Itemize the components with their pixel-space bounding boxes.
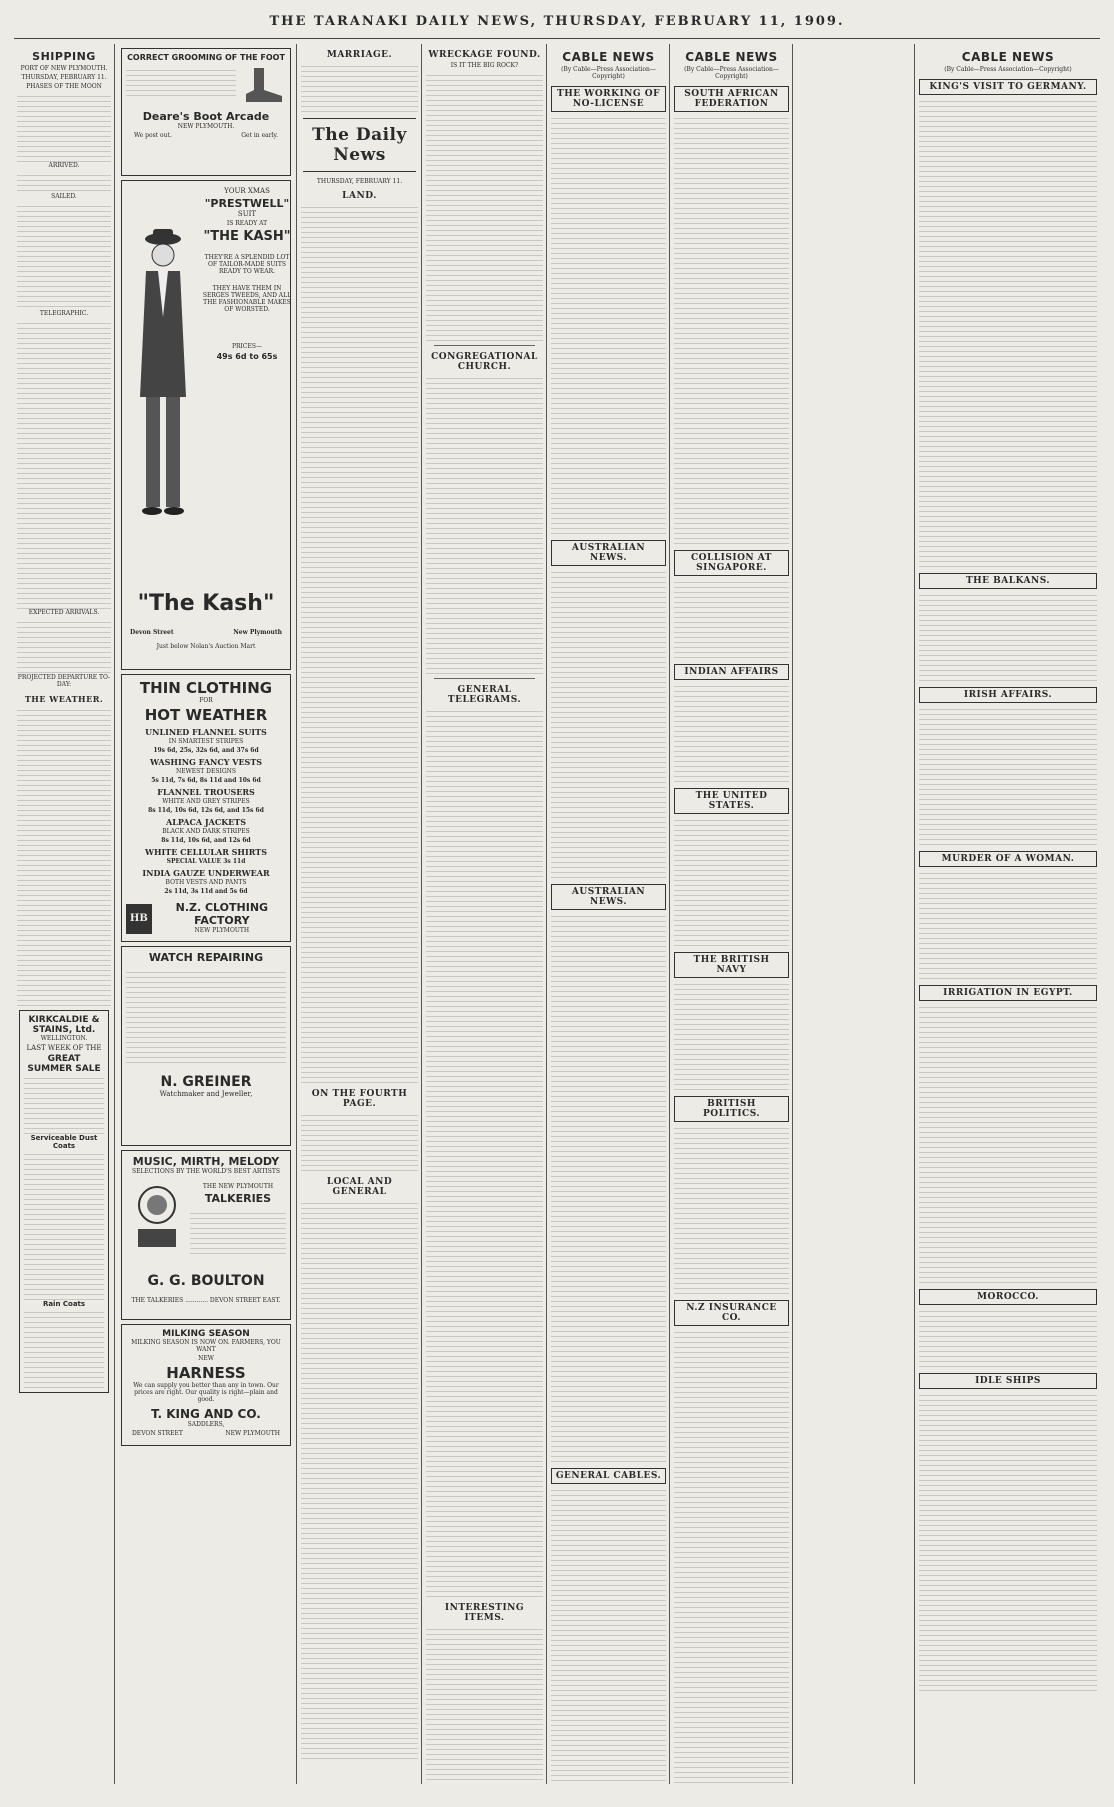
idle-ships-heading: IDLE SHIPS xyxy=(919,1373,1097,1389)
column-shipping xyxy=(14,44,114,1784)
clothing-item-price: 2s 11d, 3s 11d and 5s 6d xyxy=(164,888,248,895)
clothing-item-name: ALPACA JACKETS xyxy=(166,817,246,827)
kirkcaldie-title: KIRKCALDIE & STAINS, Ltd. xyxy=(28,1015,100,1035)
masthead-rule xyxy=(14,38,1100,39)
telegraphic-heading: TELEGRAPHIC. xyxy=(39,310,89,317)
sale-text xyxy=(24,1074,104,1134)
federation-text xyxy=(674,114,789,544)
column-rule xyxy=(114,44,115,1784)
no-license-heading: THE WORKING OF NO-LICENSE xyxy=(551,86,666,112)
british-politics-text xyxy=(674,1124,789,1294)
ready-text: IS READY AT xyxy=(226,220,268,227)
marriage-text xyxy=(301,62,418,112)
kash-title: "THE KASH" xyxy=(203,229,291,244)
murder-text xyxy=(919,869,1097,979)
projected-departure-heading: PROJECTED DEPARTURE TO-DAY: xyxy=(17,674,111,688)
expected-arrivals-text xyxy=(17,618,111,674)
nz-clothing-ad xyxy=(121,674,291,942)
column-cable-2 xyxy=(671,44,792,1784)
tking-title: T. KING AND CO. xyxy=(151,1407,261,1421)
prices-value: 49s 6d to 65s xyxy=(216,352,278,361)
hb-logo: HB xyxy=(126,904,152,934)
boulton-address: THE TALKERIES ............ DEVON STREET EAST. xyxy=(131,1297,281,1304)
kings-visit-heading: KING'S VISIT TO GERMANY. xyxy=(919,79,1097,95)
united-states-heading: THE UNITED STATES. xyxy=(674,788,789,814)
milking-text: MILKING SEASON IS NOW ON. FARMERS, YOU WANT xyxy=(131,1339,281,1353)
telegraphic-text xyxy=(17,319,111,609)
cable-news-credit: (By Cable—Press Association—Copyright) xyxy=(561,66,656,80)
expected-arrivals-heading: EXPECTED ARRIVALS. xyxy=(28,609,100,616)
rain-coats-text xyxy=(24,1308,104,1388)
land-editorial-text xyxy=(301,203,418,1083)
cable-news-credit-3: (By Cable—Press Association—Copyright) xyxy=(944,66,1072,73)
interesting-items-heading: INTERESTING ITEMS. xyxy=(444,1603,525,1623)
deare-post-text: We post out. xyxy=(134,132,172,139)
kash-town: New Plymouth xyxy=(233,629,282,636)
serges-text: THEY HAVE THEM IN SERGES TWEEDS, AND ALL THE FASHIONABLE MAKES OF WORSTED. xyxy=(202,285,292,313)
british-navy-text xyxy=(674,980,789,1090)
clothing-item-price: 8s 11d, 10s 6d, and 12s 6d xyxy=(161,837,251,844)
clothing-items-list xyxy=(126,727,286,895)
milking-title: MILKING SEASON xyxy=(162,1329,250,1339)
editorial-date: THURSDAY, FEBRUARY 11. xyxy=(316,178,403,185)
deare-early-text: Get in early. xyxy=(241,132,278,139)
column-rule xyxy=(914,44,915,1784)
saddlers-text: SADDLERS, xyxy=(187,1421,225,1428)
watchmaker-text: Watchmaker and Jeweller, xyxy=(159,1090,253,1098)
british-navy-heading: THE BRITISH NAVY xyxy=(674,952,789,978)
no-license-text xyxy=(551,114,666,534)
deare-location: NEW PLYMOUTH. xyxy=(177,123,235,130)
watch-repairing-title: WATCH REPAIRING xyxy=(148,951,264,964)
insurance-text xyxy=(674,1328,789,1784)
wreckage-text xyxy=(426,71,543,341)
clothing-item-name: INDIA GAUZE UNDERWEAR xyxy=(142,868,270,878)
collision-heading: COLLISION AT SINGAPORE. xyxy=(674,550,789,576)
moon-phases-heading: PHASES OF THE MOON xyxy=(26,83,102,90)
morocco-text xyxy=(919,1307,1097,1367)
column-rule xyxy=(296,44,297,1784)
marriage-heading: MARRIAGE. xyxy=(326,50,393,60)
boulton-title: G. G. BOULTON xyxy=(147,1273,265,1289)
talkeries-text xyxy=(190,1209,286,1255)
tking-town: NEW PLYMOUTH xyxy=(225,1430,280,1437)
hot-weather-title: HOT WEATHER xyxy=(144,706,268,724)
balkans-text xyxy=(919,591,1097,681)
suited-man-illustration xyxy=(128,227,198,527)
clothing-item-desc: BOTH VESTS AND PANTS xyxy=(165,879,247,886)
sailed-heading: SAILED. xyxy=(51,193,77,200)
irrigation-heading: IRRIGATION IN EGYPT. xyxy=(919,985,1097,1001)
deare-ad xyxy=(121,48,291,176)
united-states-text xyxy=(674,816,789,946)
clothing-item-price: 5s 11d, 7s 6d, 8s 11d and 10s 6d xyxy=(151,777,261,784)
tailor-text: THEY'RE A SPLENDID LOT OF TAILOR-MADE SUITS READY TO WEAR. xyxy=(204,254,290,275)
sailed-text xyxy=(17,202,111,310)
kirkcaldie-city: WELLINGTON. xyxy=(40,1035,88,1042)
arrived-text xyxy=(17,171,111,193)
prices-label: PRICES— xyxy=(231,343,262,350)
clothing-item-desc: BLACK AND DARK STRIPES xyxy=(162,828,250,835)
music-title: MUSIC, MIRTH, MELODY xyxy=(132,1155,280,1168)
gramophone-icon xyxy=(130,1183,184,1253)
insurance-heading: N.Z INSURANCE CO. xyxy=(674,1300,789,1326)
australian-news-heading: AUSTRALIAN NEWS. xyxy=(551,540,666,566)
sale-title: GREAT SUMMER SALE xyxy=(27,1054,101,1074)
column-rule xyxy=(546,44,547,1784)
tking-street: DEVON STREET xyxy=(132,1430,183,1437)
grooming-text xyxy=(126,66,236,96)
clothing-item-name: FLANNEL TROUSERS xyxy=(157,787,255,797)
column-rule xyxy=(421,44,422,1784)
local-general-heading: LOCAL AND GENERAL xyxy=(326,1177,393,1197)
shipping-heading: SHIPPING xyxy=(32,50,96,63)
last-week-text: LAST WEEK OF THE xyxy=(26,1044,102,1052)
port-heading: PORT OF NEW PLYMOUTH. xyxy=(20,65,108,72)
nz-clothing-town: NEW PLYMOUTH xyxy=(194,927,250,934)
clothing-item-desc: IN SMARTEST STRIPES xyxy=(168,738,244,745)
talkeries-ad xyxy=(121,1150,291,1320)
local-general-text xyxy=(301,1199,418,1759)
weather-text xyxy=(17,706,111,1006)
boot-icon xyxy=(240,66,286,106)
australian-news-heading-2: AUSTRALIAN NEWS. xyxy=(551,884,666,910)
kash-street: Devon Street xyxy=(130,629,174,636)
interesting-items-text xyxy=(426,1625,543,1784)
general-cables-heading: GENERAL CABLES. xyxy=(551,1468,666,1484)
congregational-text xyxy=(426,374,543,674)
kash-ad xyxy=(121,180,291,670)
irrigation-text xyxy=(919,1003,1097,1283)
masthead-text: THE TARANAKI DAILY NEWS, THURSDAY, FEBRUARY 11, 1909. xyxy=(269,14,845,29)
watch-text xyxy=(126,968,286,1064)
clothing-item-desc: WHITE AND GREY STRIPES xyxy=(162,798,250,805)
clothing-item-name: UNLINED FLANNEL SUITS xyxy=(145,727,267,737)
talkeries-title: TALKERIES xyxy=(204,1192,272,1205)
cable-news-heading-2: CABLE NEWS xyxy=(685,50,778,64)
deare-title: Deare's Boot Arcade xyxy=(142,110,270,123)
moon-phases-table xyxy=(17,92,111,162)
cable-news-heading-3: CABLE NEWS xyxy=(961,50,1055,64)
greiner-title: N. GREINER xyxy=(160,1074,252,1090)
fourth-page-heading: ON THE FOURTH PAGE. xyxy=(311,1089,408,1109)
fourth-page-list xyxy=(301,1111,418,1171)
column-rule xyxy=(792,44,793,1784)
column-news xyxy=(423,44,546,1784)
wreckage-heading: WRECKAGE FOUND. xyxy=(428,50,541,60)
australian-news-text xyxy=(551,568,666,878)
thin-clothing-title: THIN CLOTHING xyxy=(139,679,273,697)
column-cable-1 xyxy=(548,44,669,1784)
kash-banner: "The Kash" xyxy=(137,591,275,616)
harness-title: HARNESS xyxy=(166,1364,246,1382)
kings-visit-text xyxy=(919,97,1097,567)
morocco-heading: MOROCCO. xyxy=(919,1289,1097,1305)
weather-heading: THE WEATHER. xyxy=(24,694,104,704)
clothing-item-price: 8s 11d, 10s 6d, 12s 6d, and 15s 6d xyxy=(148,807,264,814)
suit-text: SUIT xyxy=(237,210,257,218)
kirkcaldie-ad xyxy=(19,1010,109,1393)
indian-affairs-heading: INDIAN AFFAIRS xyxy=(674,664,789,680)
congregational-heading: CONGREGATIONAL CHURCH. xyxy=(431,352,538,372)
murder-heading: MURDER OF A WOMAN. xyxy=(919,851,1097,867)
collision-text xyxy=(674,578,789,658)
clothing-item-price: 19s 6d, 25s, 32s 6d, and 37s 6d xyxy=(153,747,259,754)
selections-text: SELECTIONS BY THE WORLD'S BEST ARTISTS xyxy=(132,1168,280,1175)
indian-affairs-text xyxy=(674,682,789,782)
nz-clothing-title: N.Z. CLOTHING FACTORY xyxy=(175,901,269,927)
cable-news-credit-2: (By Cable—Press Association—Copyright) xyxy=(684,66,779,80)
for-text: FOR xyxy=(199,697,213,704)
australian-news-text-2 xyxy=(551,912,666,1462)
arrived-heading: ARRIVED. xyxy=(48,162,80,169)
column-ads xyxy=(116,44,296,1784)
dust-coats-text xyxy=(24,1150,104,1300)
grooming-title: CORRECT GROOMING OF THE FOOT xyxy=(127,53,285,62)
column-editorial xyxy=(298,44,421,1784)
masthead xyxy=(0,0,1114,34)
idle-ships-text xyxy=(919,1391,1097,1691)
new-text: NEW xyxy=(198,1355,214,1362)
federation-heading: SOUTH AFRICAN FEDERATION xyxy=(674,86,789,112)
clothing-item-name: WASHING FANCY VESTS xyxy=(149,757,263,767)
land-heading: LAND. xyxy=(342,191,377,201)
harness-ad xyxy=(121,1324,291,1446)
talkeries-np: THE NEW PLYMOUTH xyxy=(202,1183,274,1190)
column-cable-3 xyxy=(916,44,1100,1784)
cable-news-heading: CABLE NEWS xyxy=(562,50,655,64)
rain-coats-heading: Rain Coats xyxy=(42,1300,86,1308)
greiner-ad xyxy=(121,946,291,1146)
general-cables-text xyxy=(551,1486,666,1784)
general-telegrams-text xyxy=(426,707,543,1597)
kash-directions: Just below Nolan's Auction Mart xyxy=(156,643,256,650)
daily-news-masthead: The Daily News xyxy=(303,118,416,172)
column-rule xyxy=(669,44,670,1784)
prestwell-title: "PRESTWELL" xyxy=(204,197,290,210)
shipping-date: THURSDAY, FEBRUARY 11. xyxy=(21,74,107,81)
balkans-heading: THE BALKANS. xyxy=(919,573,1097,589)
clothing-item-price: SPECIAL VALUE 3s 11d xyxy=(166,858,246,865)
harness-text: We can supply you better than any in town. Our prices are right. Our quality is right—plain and good. xyxy=(133,1382,279,1403)
british-politics-heading: BRITISH POLITICS. xyxy=(674,1096,789,1122)
clothing-item-name: WHITE CELLULAR SHIRTS xyxy=(145,847,267,857)
irish-affairs-text xyxy=(919,705,1097,845)
xmas-text: YOUR XMAS xyxy=(224,187,270,195)
dust-coats-heading: Serviceable Dust Coats xyxy=(30,1134,98,1150)
big-rock-subheading: IS IT THE BIG ROCK? xyxy=(450,62,519,69)
general-telegrams-heading: GENERAL TELEGRAMS. xyxy=(447,685,522,705)
irish-affairs-heading: IRISH AFFAIRS. xyxy=(919,687,1097,703)
clothing-item-desc: NEWEST DESIGNS xyxy=(175,768,237,775)
